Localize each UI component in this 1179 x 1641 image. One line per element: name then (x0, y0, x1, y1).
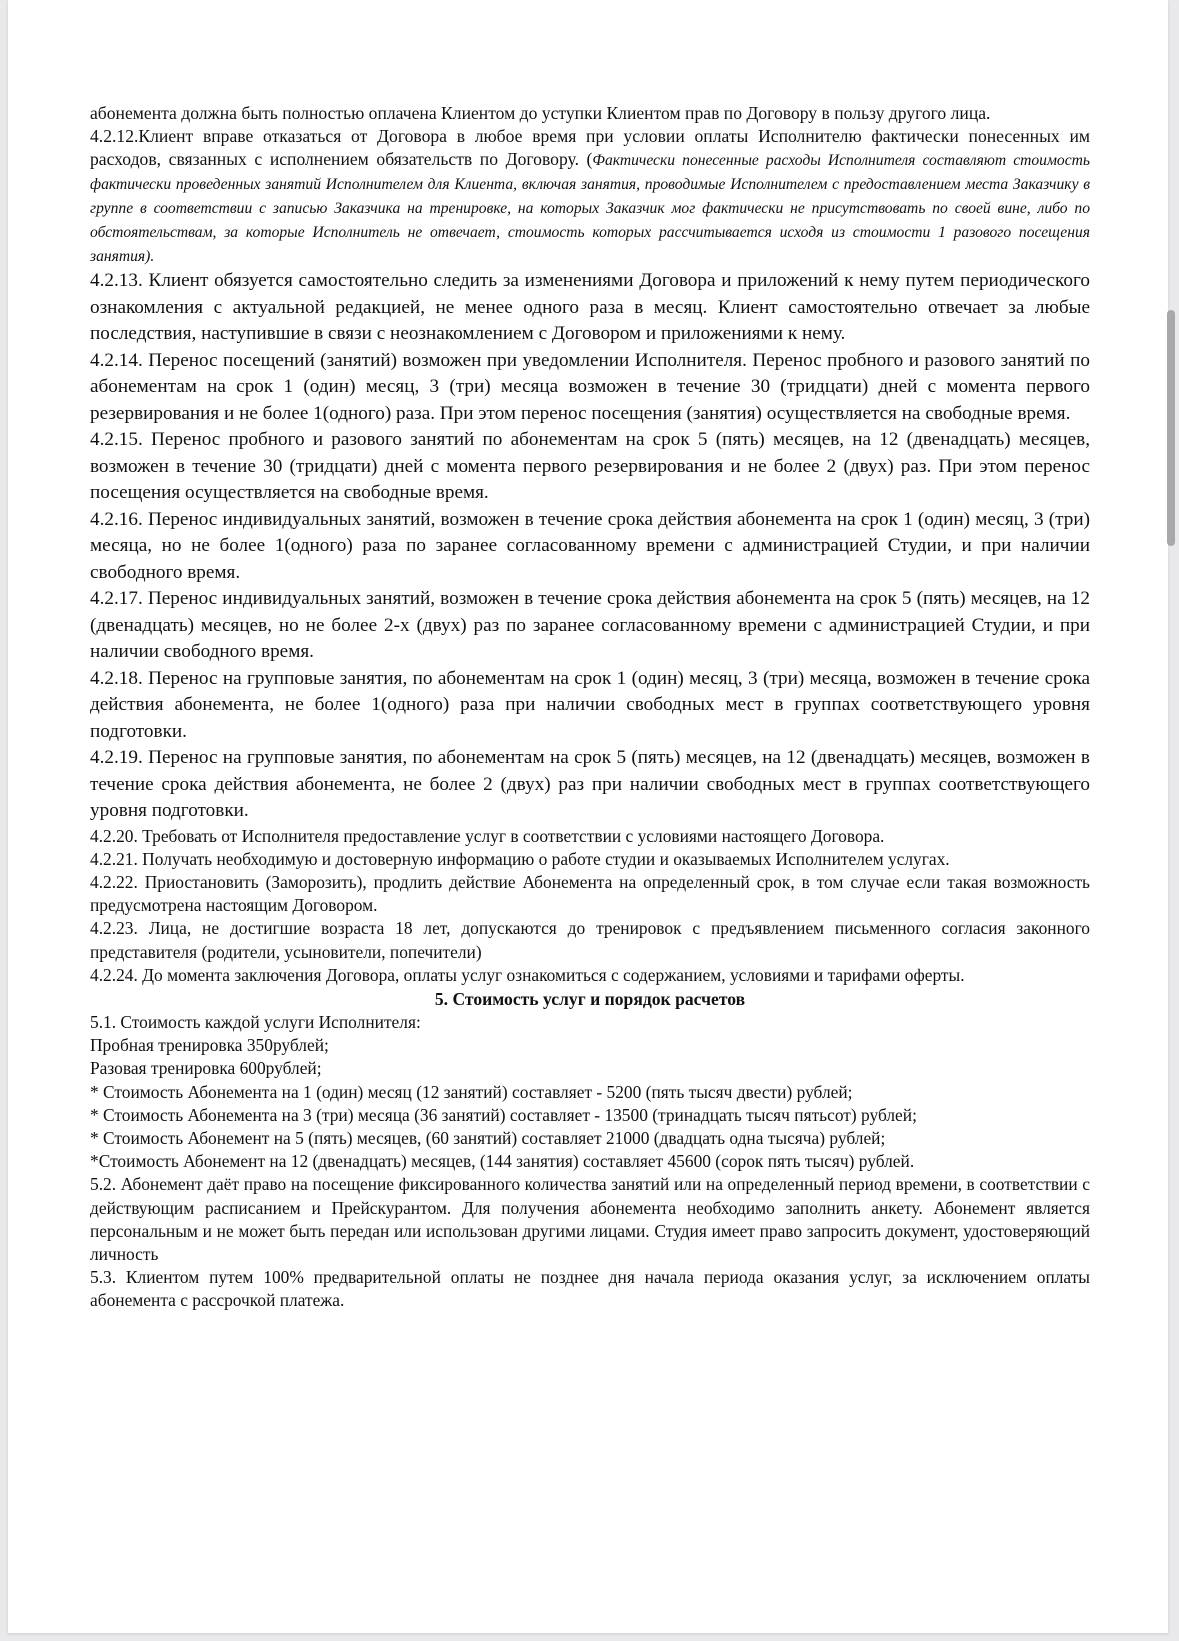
clause-4-2-11-tail: абонемента должна быть полностью оплачена Клиентом до уступки Клиентом прав по Договору в пользу другого лица. (90, 103, 991, 123)
price-item: Пробная тренировка 350рублей; (90, 1035, 329, 1056)
clause-4-2-18: 4.2.18. Перенос на групповые занятия, по абонементам на срок 1 (один) месяц, 3 (три) месяца, возможен в течение срока действия абонемента, не более 1(одного) раза при наличии свободных мест в группах соответствующего уровня подготовки. (90, 667, 1090, 742)
section-5-heading: 5. Стоимость услуг и порядок расчетов (434, 988, 746, 1009)
clause-5-1: 5.1. Стоимость каждой услуги Исполнителя: (90, 1011, 421, 1032)
clause-4-2-21: 4.2.21. Получать необходимую и достоверную информацию о работе студии и оказываемых Исполнителем услугах. (90, 848, 950, 869)
clause-4-2-12-text: 4.2.12.Клиент вправе отказаться от Договора в любое время при условии оплаты Исполнителю фактически понесенных им расходов, связанных с исполнением обязательств по Договору. ( (90, 126, 1090, 169)
price-item: * Стоимость Абонемент на 5 (пять) месяцев, (60 занятий) составляет 21000 (двадцать одна тысяча) рублей; (90, 1127, 886, 1148)
clause-4-2-17: 4.2.17. Перенос индивидуальных занятий, возможен в течение срока действия абонемента на срок 5 (пять) месяцев, на 12 (двенадцать) месяцев, но не более 2-х (двух) раз по заранее согласованному времени с администрацией Студии, и при наличии свободного время. (90, 588, 1090, 662)
clause-4-2-22: 4.2.22. Приостановить (Заморозить), продлить действие Абонемента на определенный срок, в том случае если такая возможность предусмотрена настоящим Договором. (90, 871, 1090, 916)
document-page (8, 0, 1168, 1633)
clause-4-2-24: 4.2.24. До момента заключения Договора, оплаты услуг ознакомиться с содержанием, условиями и тарифами оферты. (90, 964, 965, 985)
clause-4-2-23: 4.2.23. Лица, не достигшие возраста 18 лет, допускаются до тренировок с предъявлением письменного согласия законного представителя (родители, усыновители, попечители) (90, 918, 1090, 962)
clause-5-2: 5.2. Абонемент даёт право на посещение фиксированного количества занятий или на определенный период времени, в соответствии с действующим расписанием и Прейскурантом. Для получения абонемента необходимо заполнить анкету. Абонемент является персональным и не может быть передан или использован другими лицами. Студия имеет право запросить документ, удостоверяющий личность (90, 1174, 1090, 1264)
clause-5-3: 5.3. Клиентом путем 100% предварительной оплаты не позднее дня начала периода оказания услуг, за исключением оплаты абонемента с рассрочкой платежа. (90, 1267, 1090, 1311)
document-content (90, 102, 1090, 1313)
clause-4-2-16: 4.2.16. Перенос индивидуальных занятий, возможен в течение срока действия абонемента на срок 1 (один) месяц, 3 (три) месяца, но не более 1(одного) раза по заранее согласованному времени с администрацией Студии, и при наличии свободного время. (90, 508, 1090, 583)
clause-4-2-20: 4.2.20. Требовать от Исполнителя предоставление услуг в соответствии с условиями настоящего Договора. (90, 825, 885, 846)
clause-4-2-12 (90, 125, 1090, 268)
clause-4-2-13: 4.2.13. Клиент обязуется самостоятельно следить за изменениями Договора и приложений к нему путем периодического ознакомления с актуальной редакцией, не менее одного раза в месяц. Клиент самостоятельно отвечает за любые последствия, наступившие в связи с неознакомлением с Договором и приложениями к нему. (90, 270, 1090, 344)
clause-4-2-14: 4.2.14. Перенос посещений (занятий) возможен при уведомлении Исполнителя. Перенос пробного и разового занятий по абонементам на срок 1 (один) месяц, 3 (три) месяца возможен в течение 30 (тридцати) дней с момента первого резервирования и не более 1(одного) раза. При этом перенос посещения (занятия) осуществляется на свободные время. (90, 349, 1090, 424)
price-item: Разовая тренировка 600рублей; (90, 1058, 322, 1079)
clause-4-2-15: 4.2.15. Перенос пробного и разового занятий по абонементам на срок 5 (пять) месяцев, на 12 (двенадцать) месяцев, возможен в течение 30 (тридцати) дней с момента первого резервирования и не более 2 (двух) раз. При этом перенос посещения осуществляется на свободные время. (90, 429, 1090, 503)
price-item: * Стоимость Абонемента на 3 (три) месяца (36 занятий) составляет - 13500 (тринадцать тысяч пятьсот) рублей; (90, 1104, 917, 1125)
clause-4-2-12-note: Фактически понесенные расходы Исполнителя составляют стоимость фактически проведенных занятий Исполнителем для Клиента, включая занятия, проводимые Исполнителем с предоставлением места Заказчику в группе в соответствии с записью Заказчика на тренировке, на которых Заказчик мог фактически не присутствовать по своей вине, либо по обстоятельствам, за которые Исполнитель не отвечает, стоимость которых рассчитывается исходя из стоимости 1 разового посещения занятия). (90, 152, 1090, 265)
price-item: * Стоимость Абонемента на 1 (один) месяц (12 занятий) составляет - 5200 (пять тысяч двести) рублей; (90, 1081, 853, 1102)
vertical-scrollbar[interactable] (1167, 310, 1175, 546)
price-item: *Стоимость Абонемент на 12 (двенадцать) месяцев, (144 занятия) составляет 45600 (сорок пять тысяч) рублей. (90, 1151, 915, 1172)
clause-4-2-19: 4.2.19. Перенос на групповые занятия, по абонементам на срок 5 (пять) месяцев, на 12 (двенадцать) месяцев, возможен в течение срока действия абонемента, не более 2 (двух) раз при наличии свободных мест в группах соответствующего уровня подготовки. (90, 747, 1090, 821)
